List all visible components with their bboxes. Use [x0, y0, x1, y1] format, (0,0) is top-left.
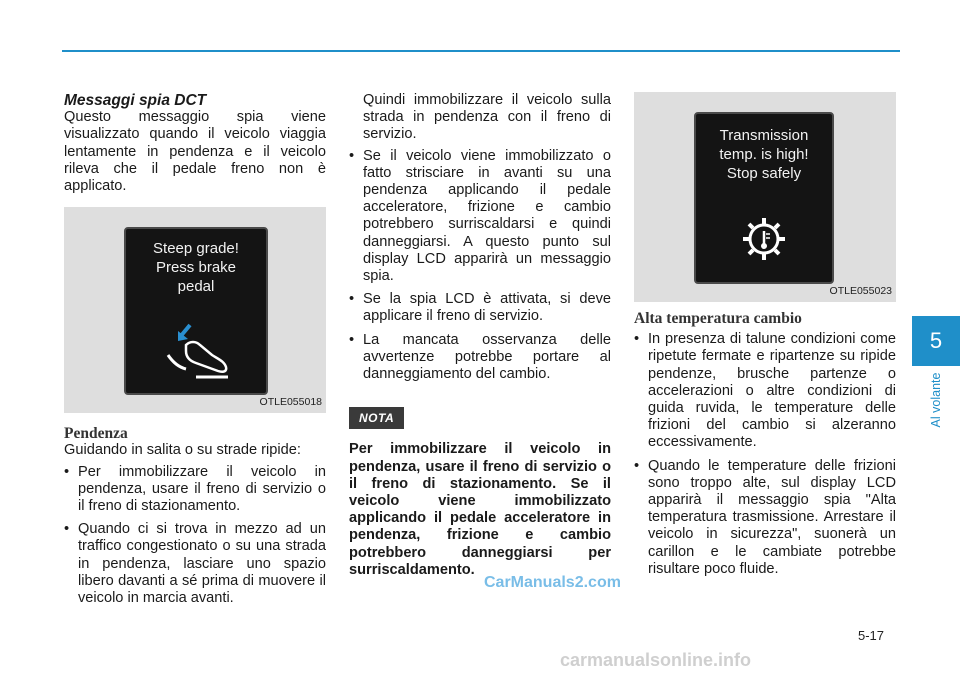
display-line-2: Press brake — [155, 259, 237, 277]
display-line-1: Steep grade! — [153, 240, 239, 258]
list-item: • Se il veicolo viene immobilizzato o fatto strisciare in avanti su una pendenza applicando il pedale acceleratore, frizione e cambio potrebbero surriscaldarsi e quindi danneggiarsi. A questo punto sul display LCD apparirà un messaggio spia. — [349, 148, 611, 286]
transmission-gear-temperature-icon — [739, 214, 789, 264]
list-item: • Per immobilizzare il veicolo in pendenza, usare il freno di servizio o il freno di stazionamento. — [64, 464, 326, 516]
pendenza-intro: Guidando in salita o su strade ripide: — [64, 442, 301, 459]
top-rule — [62, 50, 900, 52]
dct-intro-paragraph: Questo messaggio spia viene visualizzato quando il veicolo viaggia lentamente in pendenza e il veicolo rileva che il pedale freno non è applicato. — [64, 109, 326, 195]
column-3 — [634, 92, 896, 584]
column-1 — [64, 92, 326, 613]
cluster-display — [124, 227, 268, 395]
transmission-temp-figure — [634, 92, 896, 302]
list-item: • In presenza di talune condizioni come ripetute fermate e ripartenze su ripide pendenze, brusche partenze o accelerazioni o altre condizioni di guida ruvida, le temperature delle frizioni del cambio si alzeranno eccessivamente. — [634, 331, 896, 451]
cluster-display — [694, 112, 834, 284]
display-line-1: Transmission — [719, 127, 809, 144]
list-item: • Se la spia LCD è attivata, si deve applicare il freno di servizio. — [349, 291, 611, 325]
watermark-carmanuals2[interactable]: CarManuals2.com — [484, 574, 621, 591]
chapter-label: Al volante — [929, 372, 943, 428]
display-line-2: temp. is high! — [719, 146, 809, 163]
steep-grade-figure — [64, 207, 326, 413]
page-number: 5-17 — [858, 628, 885, 643]
display-line-3: Stop safely — [726, 165, 802, 182]
list-item: • Quando ci si trova in mezzo ad un traffico congestionato o su una strada in pendenza, lasciare uno spazio libero davanti a sé prima di muovere il veicolo in marcia avanti. — [64, 521, 326, 607]
figure-code: OTLE055018 — [259, 396, 322, 409]
figure-code: OTLE055023 — [829, 284, 892, 297]
display-line-3: pedal — [177, 278, 215, 296]
nota-text: Per immobilizzare il veicolo in pendenza, usare il freno di servizio o il freno di stazionamento. Se il veicolo viene immobilizzato applicando il pedale acceleratore in pendenza, frizione e cambio potrebbero danneggiarsi per surriscaldamento. — [349, 441, 611, 578]
list-item: • La mancata osservanza delle avvertenze potrebbe portare al danneggiamento del cambio. — [349, 332, 611, 384]
overheat-bullet-list — [349, 148, 611, 384]
continued-paragraph: Quindi immobilizzare il veicolo sulla strada in pendenza con il freno di servizio. — [363, 92, 611, 143]
column-2 — [349, 92, 611, 579]
alta-temperatura-heading: Alta temperatura cambio — [634, 310, 802, 327]
foot-on-brake-pedal-icon — [156, 315, 236, 385]
watermark-carmanualsonline: carmanualsonline.info — [560, 650, 752, 670]
pendenza-heading: Pendenza — [64, 425, 128, 443]
pendenza-bullet-list — [64, 464, 326, 608]
chapter-tab: 5 — [912, 316, 960, 366]
dct-messages-heading: Messaggi spia DCT — [64, 92, 207, 109]
list-item: • Quando le temperature delle frizioni sono troppo alte, sul display LCD apparirà il messaggio spia "Alta temperatura trasmissione. Arrestare il veicolo in sicurezza", suonerà un carillon e le cambiate potrebbe risultare poco fluide. — [634, 458, 896, 578]
temperature-bullet-list — [634, 331, 896, 578]
nota-badge: NOTA — [349, 407, 404, 429]
